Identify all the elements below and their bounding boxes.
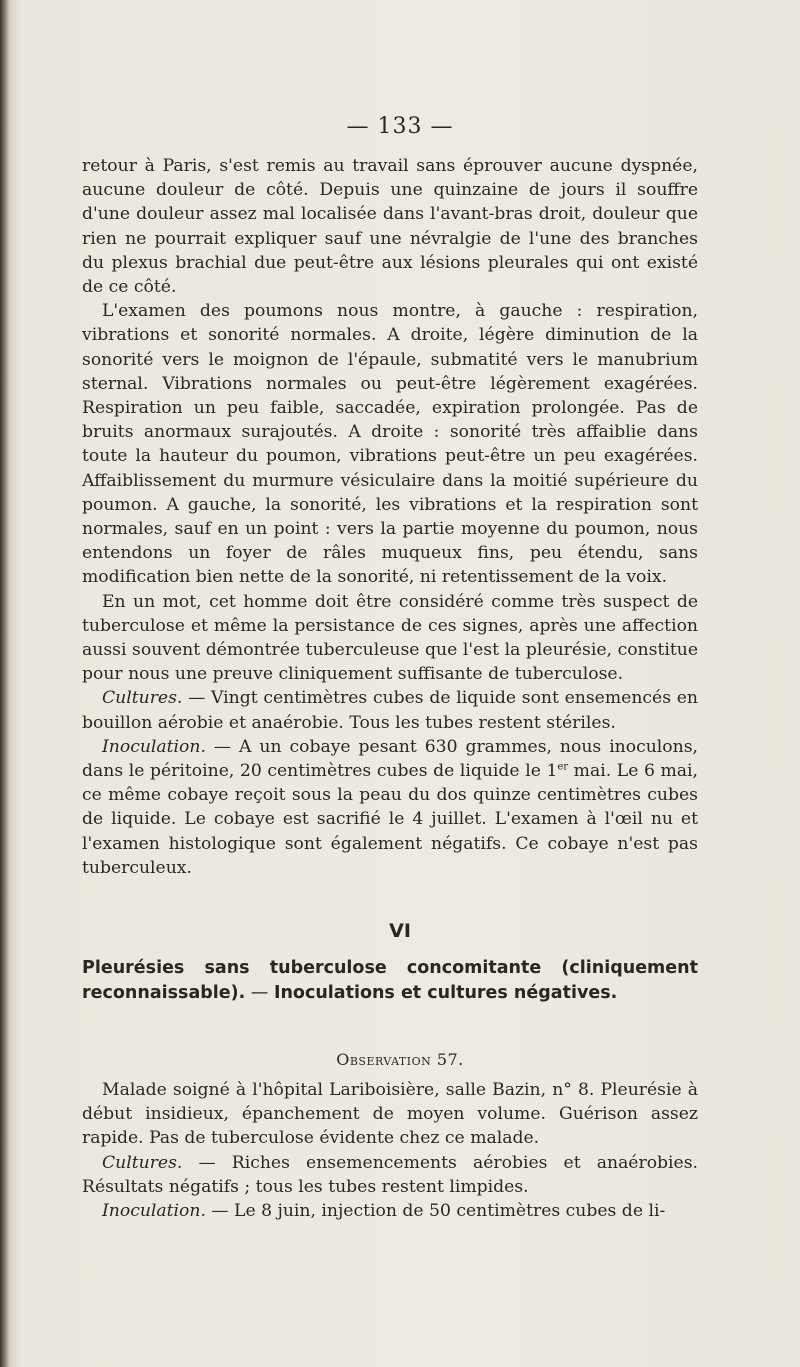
observation-paragraph-cultures xyxy=(82,1151,698,1199)
observation-cultures-text: — Riches ensemencements aérobies et anaérobies. Résultats négatifs ; tous les tubes restent limpides. xyxy=(82,1152,698,1197)
observation-cultures-label: Cultures. xyxy=(102,1152,183,1173)
section-title xyxy=(82,956,698,1005)
observation-inoculation-text: — Le 8 juin, injection de 50 centimètres cubes de li- xyxy=(205,1201,666,1222)
observation-inoculation-label: Inoculation. xyxy=(102,1201,206,1222)
paragraph-inoculation xyxy=(82,735,698,880)
cultures-label: Cultures. xyxy=(102,688,183,709)
observation-paragraph-inoculation xyxy=(82,1199,698,1223)
inoculation-superscript: er xyxy=(557,761,569,773)
section-title-part-2: Inoculations et cultures négatives. xyxy=(273,982,618,1003)
paragraph-conclusion: En un mot, cet homme doit être considéré comme très suspect de tuberculose et même la persistance de ces signes, après une affection aussi souvent démontrée tuberculeuse que l'est la pleurésie, constitue pour nous une preuve cliniquement suffisante de tuberculose. xyxy=(82,591,698,685)
paragraph-cultures xyxy=(82,686,698,734)
section-number: VI xyxy=(389,920,411,942)
paragraph-continuation: retour à Paris, s'est remis au travail sans éprouver aucune dyspnée, aucune douleur de côté. Depuis une quinzaine de jours il souffre d'une douleur assez mal localisée dans l'avant-bras droit, douleur que rien ne pourrait expliquer sauf une névralgie de l'une des branches du plexus brachial due peut-être aux lésions pleurales qui ont existé de ce côté. xyxy=(82,156,698,298)
paragraph-lung-exam: L'examen des poumons nous montre, à gauche : respiration, vibrations et sonorité normales. A droite, légère diminution de la sonorité vers le moignon de l'épaule, submatité vers le manubrium sternal. Vibrations normales ou peut-être légèrement exagérées. Respiration un peu faible, saccadée, expiration prolongée. Pas de bruits anormaux surajoutés. A droite : sonorité très affaiblie dans toute la hauteur du poumon, vibrations peut-être un peu exagérées. Affaiblissement du murmure vésiculaire dans la moitié supérieure du poumon. A gauche, la sonorité, les vibrations et la respiration sont normales, sauf en un point : vers la partie moyenne du poumon, nous entendons un foyer de râles muqueux fins, peu étendu, sans modification bien nette de la sonorité, ni retentissement de la voix. xyxy=(82,301,698,588)
section-title-separator: — xyxy=(245,982,274,1003)
body-text xyxy=(82,154,698,880)
observation-paragraph-patient: Malade soigné à l'hôpital Lariboisière, salle Bazin, n° 8. Pleurésie à début insidieux, épanchement de moyen volume. Guérison assez rapide. Pas de tuberculose évidente chez ce malade. xyxy=(82,1080,698,1149)
inoculation-text-b: mai. Le 6 mai, ce même cobaye reçoit sous la peau du dos quinze centimètres cubes de liquide. Le cobaye est sacrifié le 4 juillet. L'examen à l'œil nu et l'examen histologique sont également négatifs. Ce cobaye n'est pas tuberculeux. xyxy=(82,761,698,878)
page-number: — 133 — xyxy=(346,114,454,139)
cultures-text: — Vingt centimètres cubes de liquide sont ensemencés en bouillon aérobie et anaérobie. Tous les tubes restent stériles. xyxy=(82,688,698,733)
inoculation-label: Inoculation. xyxy=(102,736,206,757)
observation-text xyxy=(82,1078,698,1223)
observation-heading: Observation 57. xyxy=(336,1050,464,1069)
section-title-part-1: Pleurésies sans tuberculose concomitante (cliniquement reconnaissable). xyxy=(82,958,698,1003)
inoculation-text-a: — A un cobaye pesant 630 grammes, nous inoculons, dans le péritoine, 20 centimètres cubes de liquide le 1 xyxy=(82,736,698,782)
